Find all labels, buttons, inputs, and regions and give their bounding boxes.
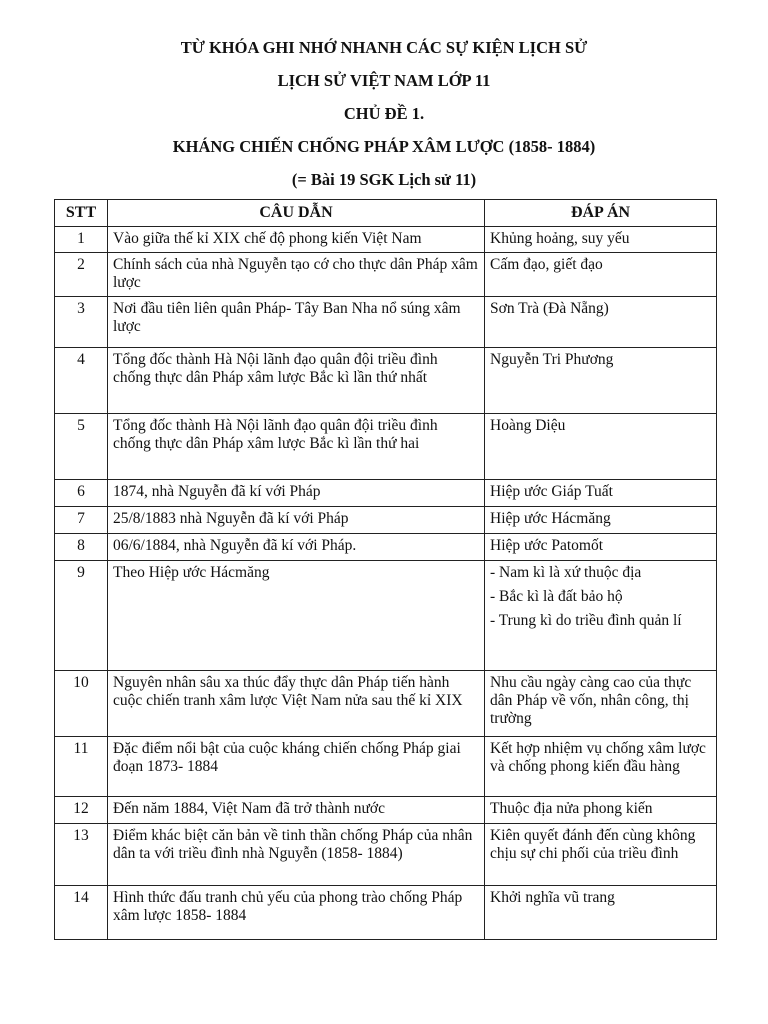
answer-text: - Nam kì là xứ thuộc địa — [490, 564, 642, 581]
question-cell: 06/6/1884, nhà Nguyễn đã kí với Pháp. — [108, 534, 485, 561]
question-cell: Đặc điểm nổi bật của cuộc kháng chiến chống Pháp giai đoạn 1873- 1884 — [108, 737, 485, 797]
answer-cell — [485, 227, 717, 253]
table-row — [55, 253, 717, 297]
answer-text: Thuộc địa nửa phong kiến — [490, 800, 653, 817]
table-row — [55, 297, 717, 348]
answer-text: Sơn Trà (Đà Nẵng) — [490, 300, 609, 317]
answer-text: Nhu cầu ngày càng cao của thực dân Pháp về vốn, nhân công, thị trường — [490, 674, 692, 727]
row-number: 2 — [55, 253, 108, 297]
table-row — [55, 348, 717, 414]
answer-text: Hiệp ước Patomốt — [490, 537, 604, 554]
subject-title: LỊCH SỬ VIỆT NAM LỚP 11 — [277, 71, 491, 90]
row-number: 1 — [55, 227, 108, 253]
question-cell: Tổng đốc thành Hà Nội lãnh đạo quân đội triều đình chống thực dân Pháp xâm lược Bắc kì lần thứ hai — [108, 414, 485, 480]
question-cell: Đến năm 1884, Việt Nam đã trở thành nước — [108, 797, 485, 824]
answer-cell — [485, 507, 717, 534]
answer-cell — [485, 297, 717, 348]
row-number: 4 — [55, 348, 108, 414]
question-cell: Hình thức đấu tranh chủ yếu của phong trào chống Pháp xâm lược 1858- 1884 — [108, 886, 485, 940]
table-row — [55, 227, 717, 253]
column-header-question: CÂU DẪN — [108, 200, 485, 227]
row-number: 12 — [55, 797, 108, 824]
lesson-reference: (= Bài 19 SGK Lịch sử 11) — [291, 170, 477, 189]
topic-title: KHÁNG CHIẾN CHỐNG PHÁP XÂM LƯỢC (1858- 1884) — [172, 137, 596, 156]
row-number: 5 — [55, 414, 108, 480]
table-row — [55, 824, 717, 886]
row-number: 6 — [55, 480, 108, 507]
row-number: 14 — [55, 886, 108, 940]
topic-number: CHỦ ĐỀ 1. — [343, 104, 425, 123]
row-number: 8 — [55, 534, 108, 561]
question-cell: Chính sách của nhà Nguyễn tạo cớ cho thực dân Pháp xâm lược — [108, 253, 485, 297]
table-row — [55, 797, 717, 824]
table-row — [55, 414, 717, 480]
answer-cell — [485, 886, 717, 940]
question-cell: 25/8/1883 nhà Nguyễn đã kí với Pháp — [108, 507, 485, 534]
question-cell: Tổng đốc thành Hà Nội lãnh đạo quân đội triều đình chống thực dân Pháp xâm lược Bắc kì lần thứ nhất — [108, 348, 485, 414]
answer-text: Kiên quyết đánh đến cùng không chịu sự chi phối của triều đình — [490, 827, 696, 862]
table-header-row — [55, 200, 717, 227]
answer-cell — [485, 348, 717, 414]
answer-cell — [485, 534, 717, 561]
column-header-answer: ĐÁP ÁN — [485, 200, 717, 227]
answer-cell — [485, 253, 717, 297]
table-body — [55, 227, 717, 940]
row-number: 11 — [55, 737, 108, 797]
row-number: 3 — [55, 297, 108, 348]
row-number: 13 — [55, 824, 108, 886]
document-header — [0, 38, 768, 203]
answer-text: Hoàng Diệu — [490, 417, 566, 434]
row-number: 9 — [55, 561, 108, 671]
table-row — [55, 561, 717, 671]
row-number: 10 — [55, 671, 108, 737]
qa-table — [54, 199, 717, 940]
question-cell: Nguyên nhân sâu xa thúc đẩy thực dân Pháp tiến hành cuộc chiến tranh xâm lược Việt Nam nửa sau thế kỉ XIX — [108, 671, 485, 737]
question-cell: Theo Hiệp ước Hácmăng — [108, 561, 485, 671]
answer-cell — [485, 414, 717, 480]
answer-cell — [485, 737, 717, 797]
question-cell: Vào giữa thế kỉ XIX chế độ phong kiến Việt Nam — [108, 227, 485, 253]
answer-text: Khủng hoảng, suy yếu — [490, 230, 630, 247]
column-header-stt: STT — [55, 200, 108, 227]
answer-cell — [485, 671, 717, 737]
table-row — [55, 507, 717, 534]
table-row — [55, 737, 717, 797]
answer-text: Hiệp ước Hácmăng — [490, 510, 611, 527]
question-cell: 1874, nhà Nguyễn đã kí với Pháp — [108, 480, 485, 507]
question-cell: Điểm khác biệt căn bản về tinh thần chống Pháp của nhân dân ta với triều đình nhà Nguyễn (1858- 1884) — [108, 824, 485, 886]
answer-text: Cấm đạo, giết đạo — [490, 256, 603, 273]
row-number: 7 — [55, 507, 108, 534]
answer-text: Kết hợp nhiệm vụ chống xâm lược và chống phong kiến đầu hàng — [490, 740, 706, 775]
answer-cell — [485, 797, 717, 824]
table-row — [55, 480, 717, 507]
answer-cell — [485, 824, 717, 886]
question-cell: Nơi đầu tiên liên quân Pháp- Tây Ban Nha nổ súng xâm lược — [108, 297, 485, 348]
answer-text: - Bắc kì là đất bảo hộ — [490, 588, 623, 605]
answer-text: - Trung kì do triều đình quản lí — [490, 612, 682, 629]
answer-cell — [485, 480, 717, 507]
answer-text: Hiệp ước Giáp Tuất — [490, 483, 613, 500]
table-row — [55, 534, 717, 561]
table-row — [55, 886, 717, 940]
document-title: TỪ KHÓA GHI NHỚ NHANH CÁC SỰ KIỆN LỊCH SỬ — [180, 38, 588, 57]
answer-cell — [485, 561, 717, 671]
answer-text: Nguyễn Tri Phương — [490, 351, 614, 368]
answer-text: Khởi nghĩa vũ trang — [490, 889, 615, 906]
table-row — [55, 671, 717, 737]
